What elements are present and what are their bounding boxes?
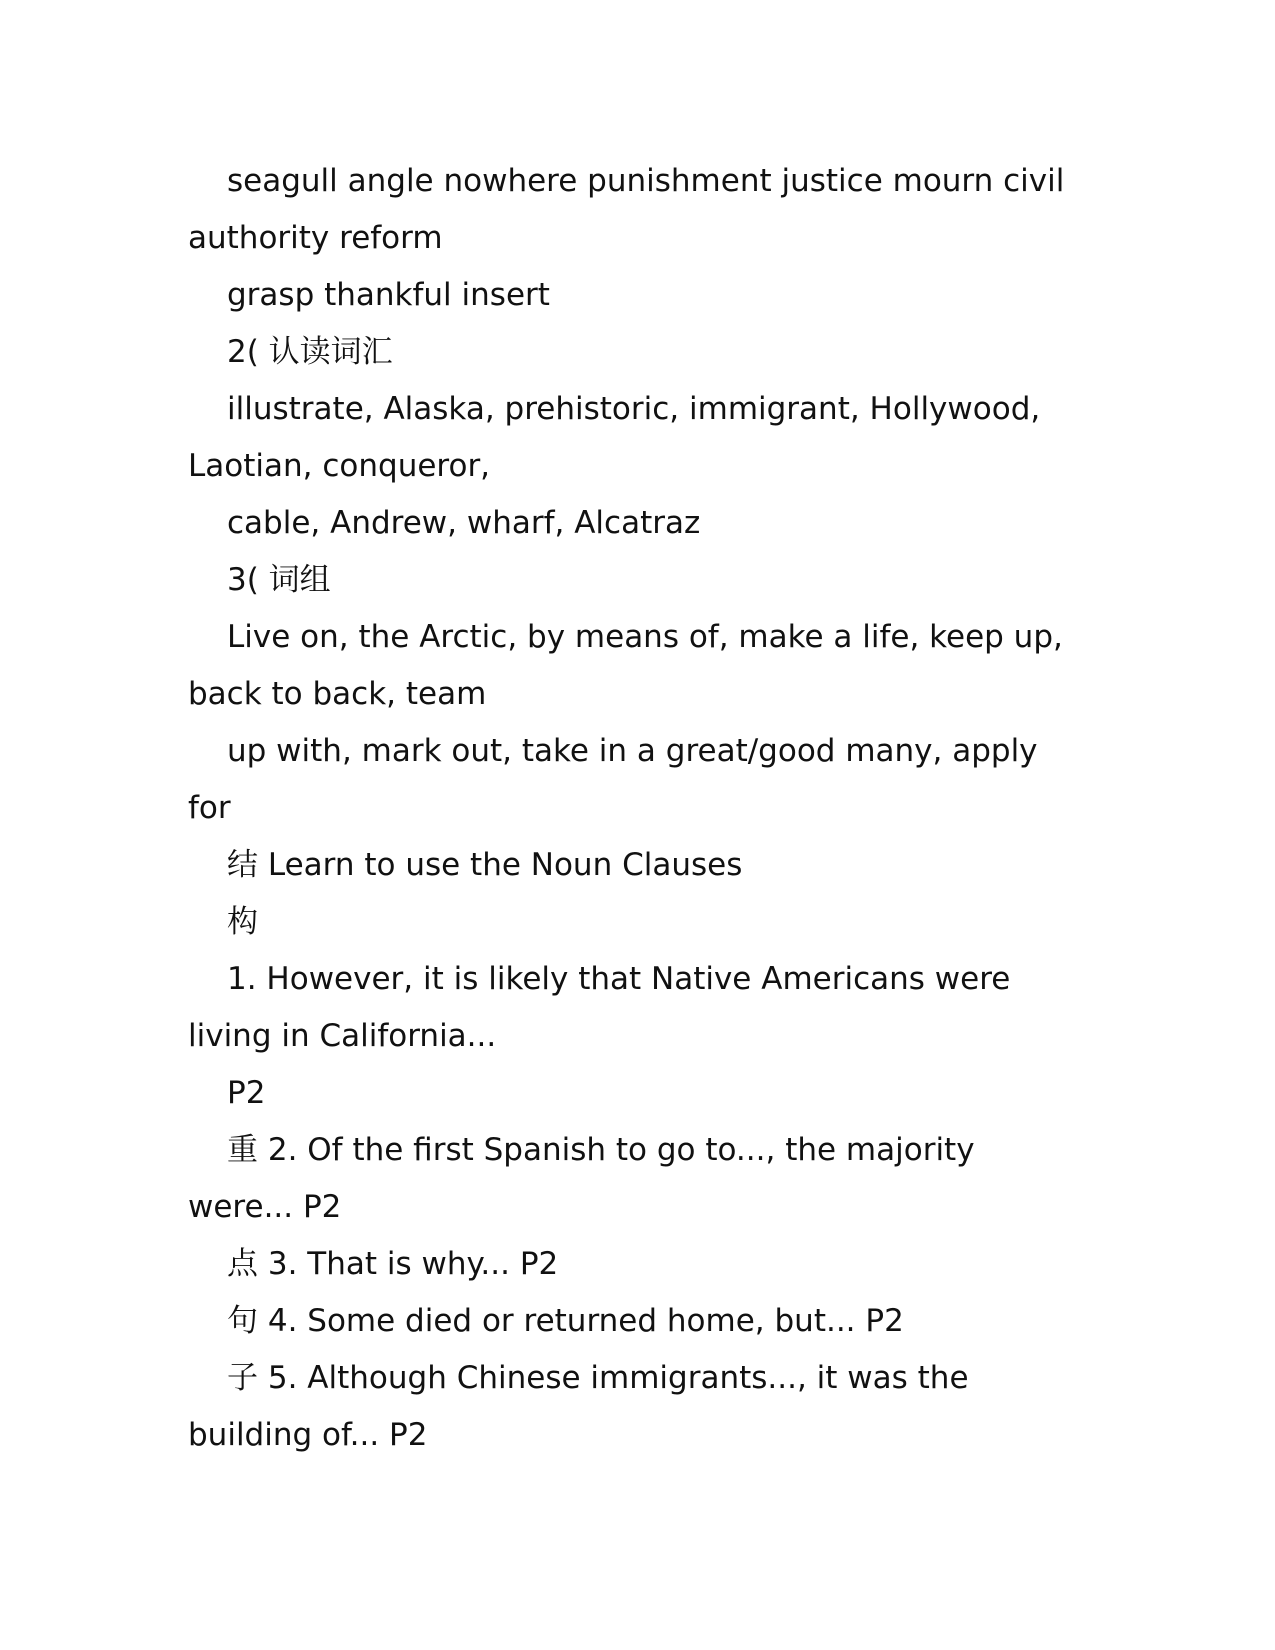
section-heading-phrases: 3( 词组 <box>227 562 331 598</box>
reading-vocabulary-line: cable, Andrew, wharf, Alcatraz <box>227 505 701 541</box>
key-sentence-item: 句 4. Some died or returned home, but... P2 <box>227 1303 904 1339</box>
page-reference: P2 <box>227 1075 266 1111</box>
word-list-line: grasp thankful insert <box>227 277 550 313</box>
key-sentence-item: 重 2. Of the first Spanish to go to..., the majority were... P2 <box>188 1132 975 1225</box>
reading-vocabulary-line: illustrate, Alaska, prehistoric, immigrant, Hollywood, Laotian, conqueror, <box>188 391 1041 484</box>
structure-label-line: 构 <box>227 904 258 940</box>
phrases-line: Live on, the Arctic, by means of, make a life, keep up, back to back, team <box>188 619 1063 712</box>
section-heading-reading-vocabulary: 2( 认读词汇 <box>227 334 393 370</box>
word-list-line: seagull angle nowhere punishment justice mourn civil authority reform <box>188 163 1065 256</box>
key-sentence-item: 子 5. Although Chinese immigrants..., it was the building of... P2 <box>188 1360 969 1453</box>
document-body <box>188 153 1088 1464</box>
phrases-line: up with, mark out, take in a great/good many, apply for <box>188 733 1038 826</box>
structure-line: 结 Learn to use the Noun Clauses <box>227 847 743 883</box>
key-sentence-item: 1. However, it is likely that Native Americans were living in California... <box>188 961 1011 1054</box>
key-sentence-item: 点 3. That is why... P2 <box>227 1246 559 1282</box>
